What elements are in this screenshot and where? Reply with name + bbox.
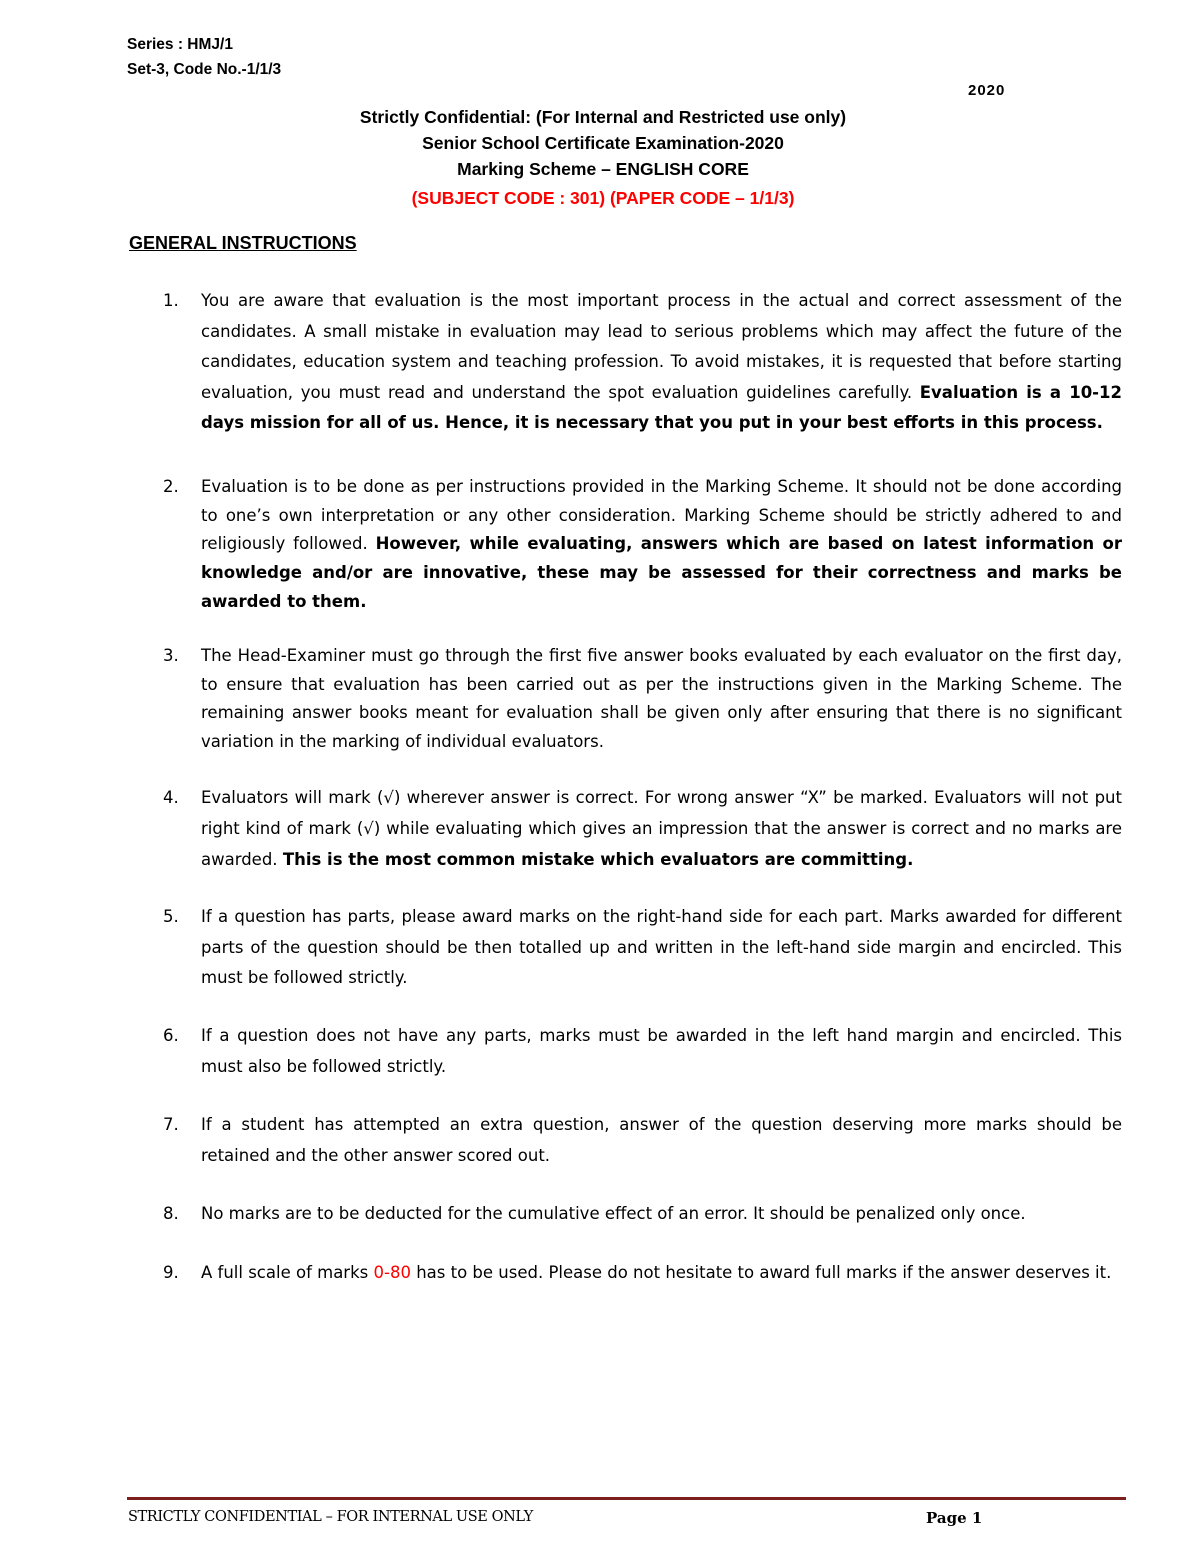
instruction-text: No marks are to be deducted for the cumulative effect of an error. It should be penalized only once. xyxy=(201,1204,1026,1224)
instruction-number: 8. xyxy=(163,1204,179,1224)
footer-confidential-label: STRICTLY CONFIDENTIAL – FOR INTERNAL USE ONLY xyxy=(128,1509,533,1525)
instruction-number: 3. xyxy=(163,646,179,666)
instruction-text: Evaluation is to be done as per instructions provided in the Marking Scheme. It should not be done according to one’s own interpretation or any other consideration. Marking Scheme should be strictly adhered to and religiously followed. xyxy=(201,476,1122,554)
instruction-text: has to be used. Please do not hesitate to award full marks if the answer deserves it. xyxy=(410,1263,1112,1283)
document-title-block xyxy=(0,104,1200,211)
instruction-bold-text: However, while evaluating, answers which are based on latest information or knowledge and/or are innovative, these may be assessed for their correctness and marks be awarded to them. xyxy=(201,534,1122,611)
series-label: Series : HMJ/1 xyxy=(127,36,233,53)
instruction-text: You are aware that evaluation is the most important process in the actual and correct assessment of the candidates. A small mistake in evaluation may lead to serious problems which may affect the future of the candidates, education system and teaching profession. To avoid mistakes, it is requested that before starting evaluation, you must read and understand the spot evaluation guidelines carefully. xyxy=(201,291,1122,402)
instruction-number: 9. xyxy=(163,1263,179,1283)
instruction-number: 4. xyxy=(163,788,179,808)
instruction-text: If a question does not have any parts, marks must be awarded in the left hand margin and encircled. This must also be followed strictly. xyxy=(201,1026,1122,1076)
footer-divider xyxy=(127,1497,1126,1500)
instruction-text: The Head-Examiner must go through the first five answer books evaluated by each evaluator on the first day, to ensure that evaluation has been carried out as per the instructions given in the Marking Scheme. The remaining answer books meant for evaluation shall be given only after ensuring that there is no significant variation in the marking of individual evaluators. xyxy=(201,646,1122,751)
instructions-list xyxy=(163,286,1122,1289)
series-info xyxy=(127,32,281,82)
marks-range-highlight: 0-80 xyxy=(373,1263,411,1283)
page-number: Page 1 xyxy=(926,1509,983,1527)
instruction-number: 7. xyxy=(163,1115,179,1135)
set-code-label: Set-3, Code No.-1/1/3 xyxy=(127,61,282,78)
instruction-item xyxy=(163,1110,1122,1171)
confidential-title: Strictly Confidential: (For Internal and Restricted use only) xyxy=(359,107,847,127)
instruction-item xyxy=(163,1021,1122,1082)
instruction-item xyxy=(163,902,1122,994)
instruction-item xyxy=(163,473,1122,617)
instruction-bold-text: This is the most common mistake which evaluators are committing. xyxy=(282,849,914,869)
instruction-item xyxy=(163,783,1122,875)
general-instructions-heading: GENERAL INSTRUCTIONS xyxy=(129,233,357,253)
instruction-text: If a student has attempted an extra question, answer of the question deserving more marks should be retained and the other answer scored out. xyxy=(201,1115,1122,1165)
marking-scheme-title: Marking Scheme – ENGLISH CORE xyxy=(457,159,749,179)
instruction-number: 2. xyxy=(163,476,179,496)
instruction-text: A full scale of marks xyxy=(201,1263,374,1283)
instruction-item xyxy=(163,642,1122,756)
instruction-item xyxy=(163,1258,1122,1289)
year-label: 2020 xyxy=(968,82,1006,99)
instruction-item xyxy=(163,286,1122,439)
instruction-bold-text: Evaluation is a 10-12 days mission for all of us. Hence, it is necessary that you put in your best efforts in this process. xyxy=(201,382,1122,433)
instruction-number: 6. xyxy=(163,1026,179,1046)
subject-code-title: (SUBJECT CODE : 301) (PAPER CODE – 1/1/3) xyxy=(411,188,795,208)
instruction-number: 1. xyxy=(163,291,179,310)
instruction-number: 5. xyxy=(163,907,179,927)
exam-title: Senior School Certificate Examination-2020 xyxy=(422,133,784,153)
instruction-text: If a question has parts, please award marks on the right-hand side for each part. Marks awarded for different parts of the question should be then totalled up and written in the left-hand side margin and encircled. This must be followed strictly. xyxy=(201,907,1122,988)
instruction-item xyxy=(163,1199,1122,1230)
instruction-text: Evaluators will mark (√) wherever answer is correct. For wrong answer “X” be marked. Evaluators will not put right kind of mark (√) while evaluating which gives an impression that the answer is correct and no marks are awarded. xyxy=(201,788,1122,869)
